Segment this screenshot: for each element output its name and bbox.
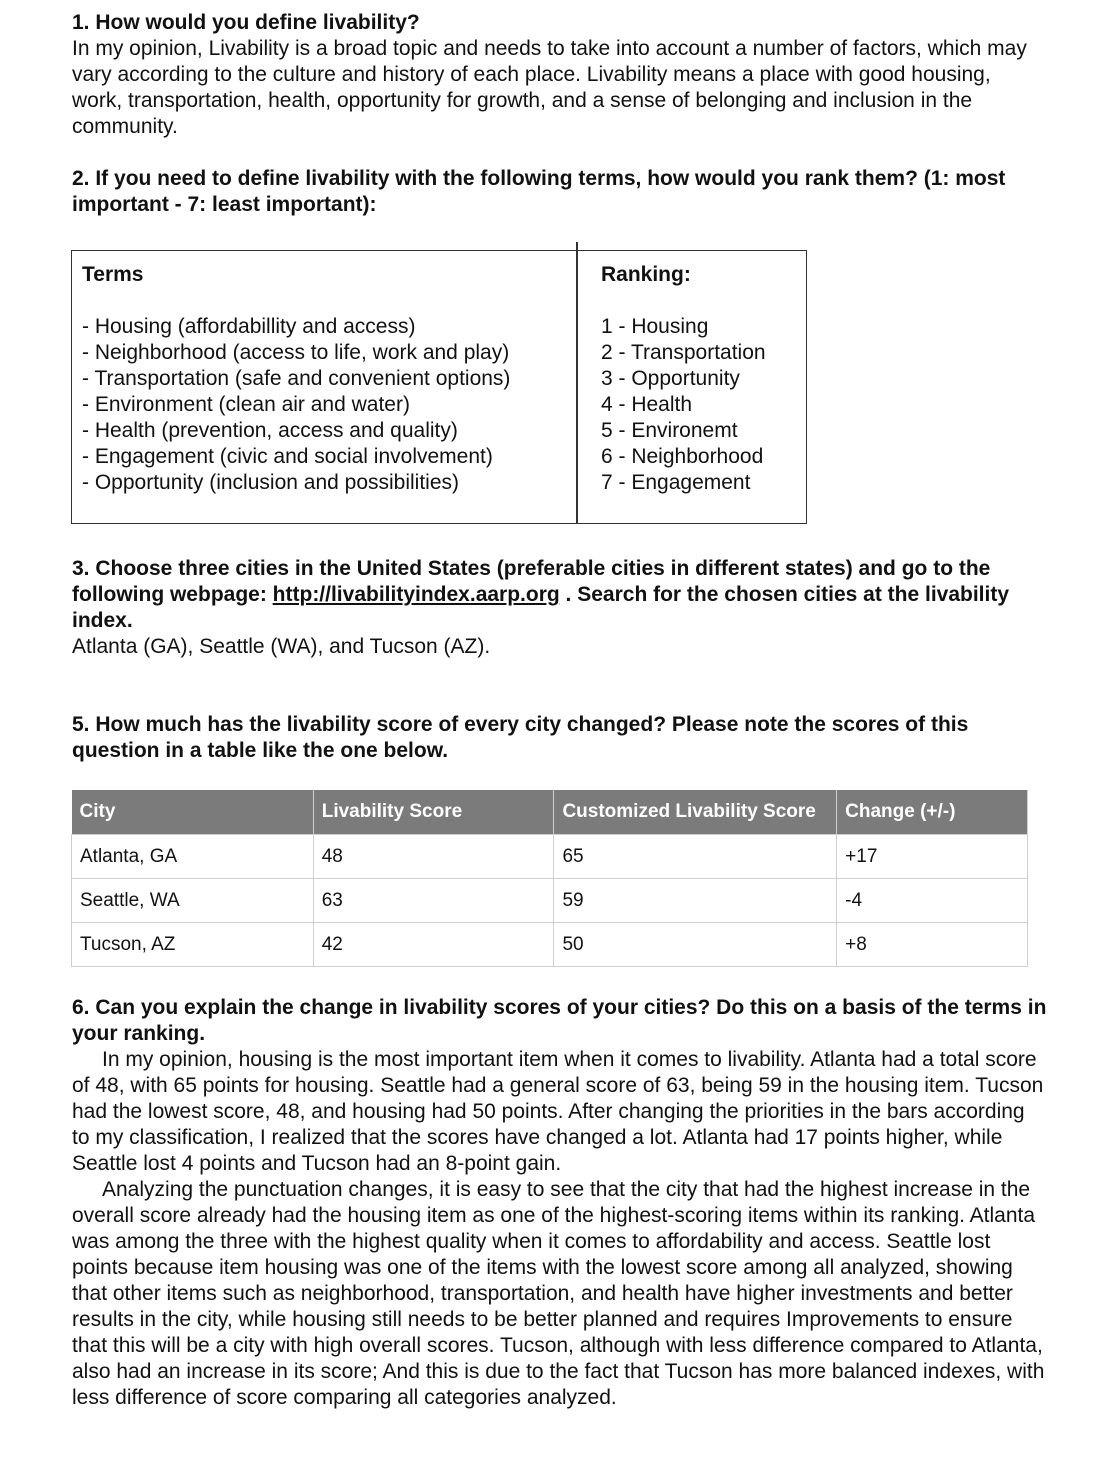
cell-change: +17 — [837, 835, 1028, 879]
cell-livability-score: 42 — [313, 923, 554, 967]
question-2-section — [72, 166, 1042, 218]
question-3-answer: Atlanta (GA), Seattle (WA), and Tucson (AZ). — [72, 635, 491, 658]
ranking-item: 6 - Neighborhood — [601, 445, 764, 468]
term-item: - Engagement (civic and social involvement) — [82, 445, 493, 468]
ranking-item: 1 - Housing — [601, 315, 709, 338]
question-6-paragraph-2: Analyzing the punctuation changes, it is easy to see that the city that had the highest increase in the overall score already had the housing item as one of the highest-scoring items within its ranking. Atlanta was among the three with the highest quality when it comes to affordability and access. Seattle lost points because item housing was one of the items with the lowest score among all analyzed, showing that other items such as neighborhood, transportation, and health have higher investments and better results in the city, while housing still needs to be better planned and requires Improvements to ensure that this will be a city with high overall scores. Tucson, although with less difference compared to Atlanta, also had an increase in its score; And this is due to the fact that Tucson has more balanced indexes, with less difference of score comparing all categories analyzed. — [72, 1178, 1045, 1409]
table-row — [72, 879, 1028, 923]
cell-livability-score: 48 — [313, 835, 554, 879]
ranking-list — [601, 314, 801, 496]
term-item: - Health (prevention, access and quality) — [82, 419, 458, 442]
ranking-table-divider — [576, 242, 578, 524]
ranking-header: Ranking: — [601, 263, 691, 286]
cell-change: +8 — [837, 923, 1028, 967]
question-3-text-start: 3. Choose three cities in the United States (preferable cities in different states) and go to the following webpage: — [72, 557, 991, 606]
cell-customized-score: 65 — [554, 835, 837, 879]
question-1-heading: 1. How would you define livability? — [72, 11, 420, 34]
scores-table-header-row — [72, 790, 1028, 835]
cell-city: Seattle, WA — [72, 879, 314, 923]
question-1-answer: In my opinion, Livability is a broad topic and needs to take into account a number of factors, which may vary according to the culture and history of each place. Livability means a place with good housing, work, transportation, health, opportunity for growth, and a sense of belonging and inclusion in the community. — [72, 37, 1027, 138]
cell-change: -4 — [837, 879, 1028, 923]
term-item: - Neighborhood (access to life, work and play) — [82, 341, 510, 364]
column-header-change: Change (+/-) — [837, 790, 1028, 835]
ranking-item: 5 - Environemt — [601, 419, 738, 442]
column-header-city: City — [72, 790, 314, 835]
question-5-heading: 5. How much has the livability score of every city changed? Please note the scores of this question in a table like the one below. — [72, 713, 969, 762]
ranking-item: 2 - Transportation — [601, 341, 766, 364]
scores-table — [71, 790, 1028, 967]
terms-column — [82, 262, 572, 496]
term-item: - Transportation (safe and convenient options) — [82, 367, 511, 390]
question-3-heading — [72, 556, 1042, 634]
livability-index-link[interactable]: http://livabilityindex.aarp.org — [272, 583, 560, 606]
cell-customized-score: 50 — [554, 923, 837, 967]
question-6-heading: 6. Can you explain the change in livability scores of your cities? Do this on a basis of the terms in your ranking. — [72, 996, 1047, 1045]
ranking-item: 4 - Health — [601, 393, 693, 416]
ranking-item: 7 - Engagement — [601, 471, 751, 494]
term-item: - Housing (affordabillity and access) — [82, 315, 416, 338]
cell-livability-score: 63 — [313, 879, 554, 923]
cell-customized-score: 59 — [554, 879, 837, 923]
question-3-text-end: . Search for the chosen cities at the livability index. — [72, 583, 1010, 632]
table-row — [72, 835, 1028, 879]
term-item: - Environment (clean air and water) — [82, 393, 410, 416]
column-header-livability-score: Livability Score — [313, 790, 554, 835]
table-row — [72, 923, 1028, 967]
question-6-section — [72, 995, 1047, 1411]
question-1-section — [72, 10, 1042, 140]
question-5-section — [72, 712, 1042, 764]
question-2-heading: 2. If you need to define livability with the following terms, how would you rank them? (1: most important - 7: least important): — [72, 167, 1006, 216]
terms-header: Terms — [82, 263, 144, 286]
ranking-item: 3 - Opportunity — [601, 367, 740, 390]
cell-city: Tucson, AZ — [72, 923, 314, 967]
terms-list — [82, 314, 572, 496]
ranking-column — [601, 262, 801, 496]
question-6-paragraph-1: In my opinion, housing is the most important item when it comes to livability. Atlanta had a total score of 48, with 65 points for housing. Seattle had a general score of 63, being 59 in the housing item. Tucson had the lowest score, 48, and housing had 50 points. After changing the priorities in the bars according to my classification, I realized that the scores have changed a lot. Atlanta had 17 points higher, while Seattle lost 4 points and Tucson had an 8-point gain. — [72, 1048, 1044, 1175]
column-header-customized-score: Customized Livability Score — [554, 790, 837, 835]
cell-city: Atlanta, GA — [72, 835, 314, 879]
term-item: - Opportunity (inclusion and possibilities) — [82, 471, 460, 494]
question-3-section — [72, 556, 1042, 660]
